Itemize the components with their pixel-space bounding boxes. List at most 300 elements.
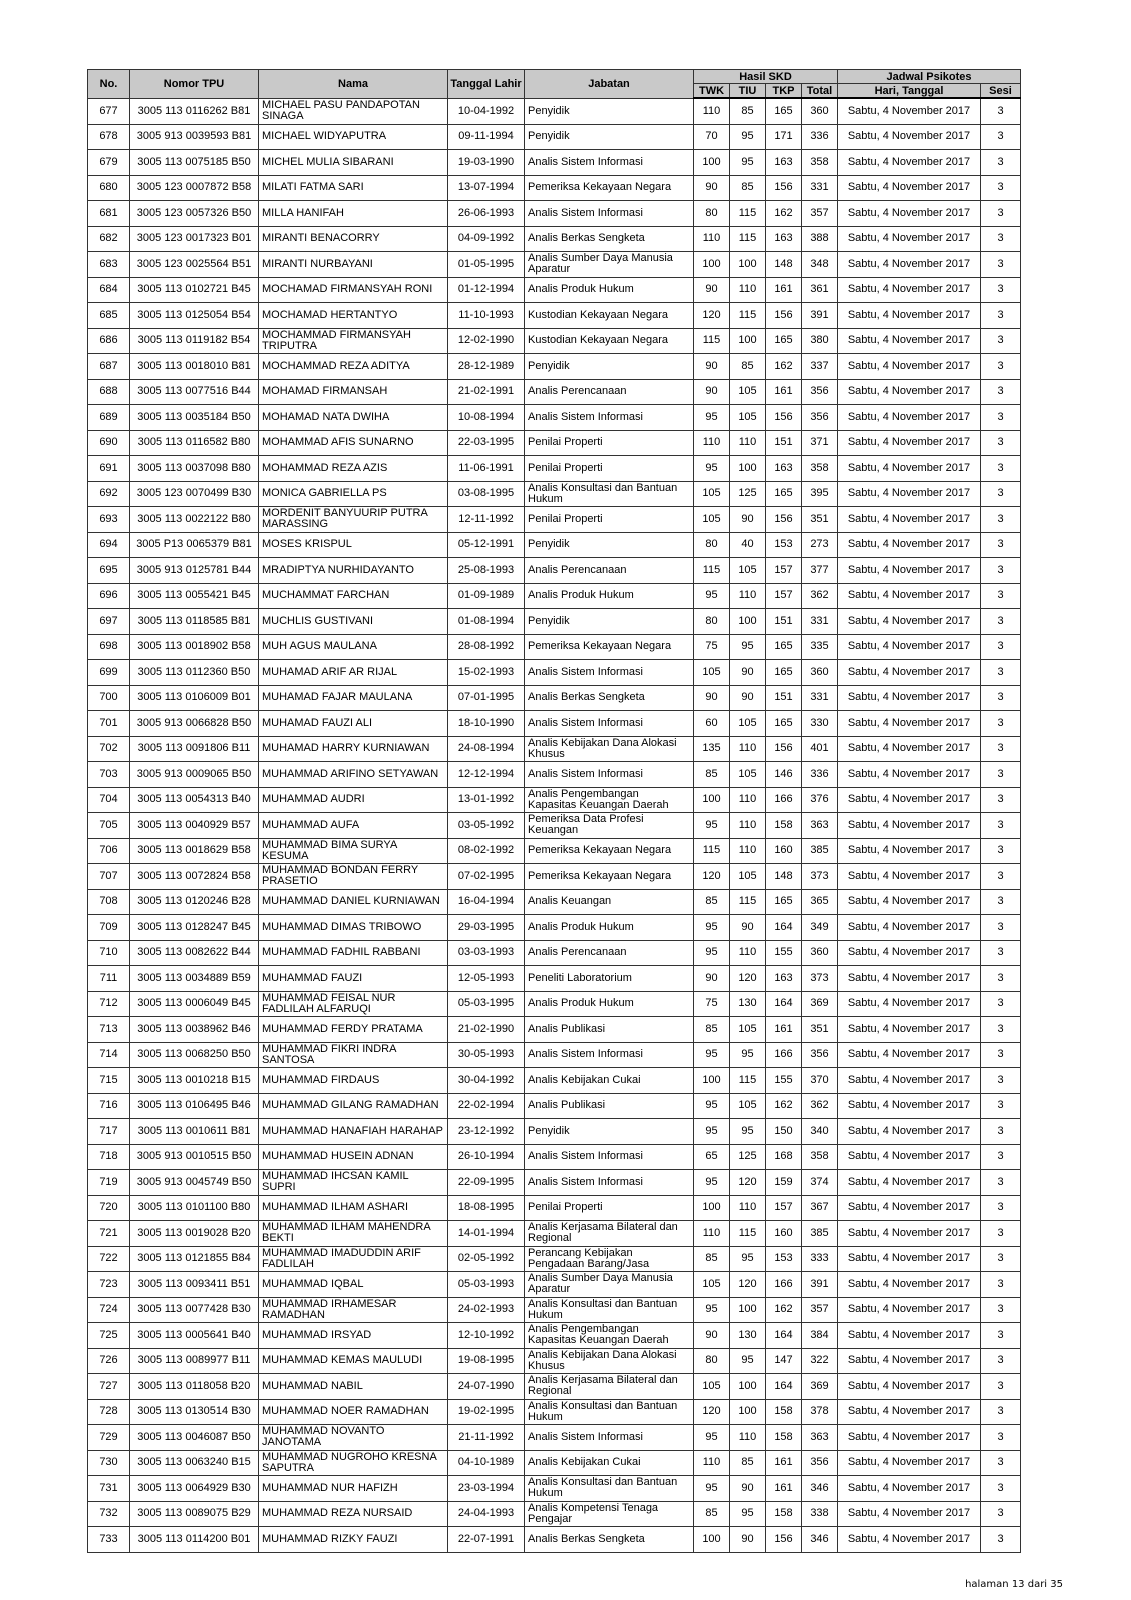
cell-jabatan: Penilai Properti: [525, 1195, 694, 1221]
cell-tiu: 95: [730, 150, 766, 176]
cell-nama: MICHAEL WIDYAPUTRA: [259, 124, 448, 150]
cell-nama: MUHAMMAD NOER RAMADHAN: [259, 1399, 448, 1425]
cell-twk: 85: [694, 1017, 730, 1043]
cell-tanggal-lahir: 22-09-1995: [448, 1170, 525, 1196]
cell-hari-tanggal: Sabtu, 4 November 2017: [838, 838, 981, 864]
cell-nomor-tpu: 3005 113 0125054 B54: [130, 303, 259, 329]
cell-tiu: 125: [730, 481, 766, 507]
table-row: [88, 252, 1021, 278]
cell-no: 731: [88, 1476, 130, 1502]
cell-tanggal-lahir: 24-08-1994: [448, 736, 525, 762]
cell-tkp: 161: [766, 1476, 802, 1502]
cell-nama: MUHAMMAD FADHIL RABBANI: [259, 940, 448, 966]
cell-twk: 95: [694, 915, 730, 941]
cell-tanggal-lahir: 12-11-1992: [448, 507, 525, 533]
cell-sesi: 3: [981, 609, 1021, 635]
cell-sesi: 3: [981, 532, 1021, 558]
cell-jabatan: Analis Sistem Informasi: [525, 201, 694, 227]
col-twk: TWK: [694, 84, 730, 99]
cell-total: 351: [802, 1017, 838, 1043]
cell-hari-tanggal: Sabtu, 4 November 2017: [838, 991, 981, 1017]
table-row: [88, 175, 1021, 201]
cell-twk: 70: [694, 124, 730, 150]
cell-tanggal-lahir: 07-01-1995: [448, 685, 525, 711]
cell-twk: 120: [694, 303, 730, 329]
cell-sesi: 3: [981, 1093, 1021, 1119]
cell-tkp: 171: [766, 124, 802, 150]
cell-tkp: 161: [766, 379, 802, 405]
table-row: [88, 481, 1021, 507]
cell-tiu: 110: [730, 838, 766, 864]
cell-sesi: 3: [981, 915, 1021, 941]
cell-nomor-tpu: 3005 113 0093411 B51: [130, 1272, 259, 1298]
cell-tiu: 110: [730, 940, 766, 966]
cell-sesi: 3: [981, 150, 1021, 176]
cell-sesi: 3: [981, 1144, 1021, 1170]
cell-nama: MUHAMMAD DIMAS TRIBOWO: [259, 915, 448, 941]
cell-tkp: 148: [766, 252, 802, 278]
cell-twk: 110: [694, 1450, 730, 1476]
cell-jabatan: Penyidik: [525, 609, 694, 635]
cell-twk: 80: [694, 1348, 730, 1374]
cell-tkp: 162: [766, 354, 802, 380]
cell-tiu: 85: [730, 175, 766, 201]
cell-nama: MUHAMMAD BONDAN FERRY PRASETIO: [259, 864, 448, 890]
cell-nama: MUHAMMAD IRSYAD: [259, 1323, 448, 1349]
col-nama: Nama: [259, 70, 448, 99]
cell-sesi: 3: [981, 1476, 1021, 1502]
cell-tanggal-lahir: 05-03-1993: [448, 1272, 525, 1298]
cell-nama: MOCHAMMAD FIRMANSYAH TRIPUTRA: [259, 328, 448, 354]
cell-total: 331: [802, 609, 838, 635]
cell-tiu: 120: [730, 966, 766, 992]
cell-tkp: 156: [766, 1527, 802, 1553]
cell-hari-tanggal: Sabtu, 4 November 2017: [838, 1119, 981, 1145]
cell-nama: MUHAMMAD AUFA: [259, 813, 448, 839]
cell-nama: MOHAMAD NATA DWIHA: [259, 405, 448, 431]
col-sesi: Sesi: [981, 84, 1021, 99]
cell-hari-tanggal: Sabtu, 4 November 2017: [838, 1425, 981, 1451]
cell-sesi: 3: [981, 1246, 1021, 1272]
cell-twk: 100: [694, 252, 730, 278]
cell-tkp: 156: [766, 175, 802, 201]
cell-tiu: 95: [730, 1042, 766, 1068]
cell-jabatan: Analis Konsultasi dan Bantuan Hukum: [525, 481, 694, 507]
cell-tanggal-lahir: 21-02-1991: [448, 379, 525, 405]
cell-twk: 85: [694, 762, 730, 788]
cell-total: 363: [802, 1425, 838, 1451]
cell-no: 716: [88, 1093, 130, 1119]
cell-tkp: 160: [766, 838, 802, 864]
cell-twk: 85: [694, 1501, 730, 1527]
cell-no: 703: [88, 762, 130, 788]
cell-jabatan: Analis Berkas Sengketa: [525, 685, 694, 711]
cell-total: 336: [802, 762, 838, 788]
cell-hari-tanggal: Sabtu, 4 November 2017: [838, 1323, 981, 1349]
cell-tiu: 100: [730, 328, 766, 354]
cell-no: 719: [88, 1170, 130, 1196]
cell-sesi: 3: [981, 277, 1021, 303]
cell-tanggal-lahir: 30-05-1993: [448, 1042, 525, 1068]
cell-twk: 95: [694, 583, 730, 609]
cell-total: 385: [802, 1221, 838, 1247]
cell-sesi: 3: [981, 1399, 1021, 1425]
cell-tkp: 164: [766, 1374, 802, 1400]
cell-twk: 90: [694, 379, 730, 405]
cell-twk: 80: [694, 201, 730, 227]
cell-tiu: 105: [730, 558, 766, 584]
cell-hari-tanggal: Sabtu, 4 November 2017: [838, 685, 981, 711]
cell-tanggal-lahir: 16-04-1994: [448, 889, 525, 915]
cell-tkp: 160: [766, 1221, 802, 1247]
cell-sesi: 3: [981, 1195, 1021, 1221]
cell-tiu: 40: [730, 532, 766, 558]
table-row: [88, 762, 1021, 788]
cell-jabatan: Analis Keuangan: [525, 889, 694, 915]
cell-twk: 105: [694, 1374, 730, 1400]
table-row: [88, 711, 1021, 737]
cell-tiu: 115: [730, 1068, 766, 1094]
cell-tanggal-lahir: 19-08-1995: [448, 1348, 525, 1374]
cell-nomor-tpu: 3005 113 0037098 B80: [130, 456, 259, 482]
cell-hari-tanggal: Sabtu, 4 November 2017: [838, 1017, 981, 1043]
cell-twk: 60: [694, 711, 730, 737]
cell-hari-tanggal: Sabtu, 4 November 2017: [838, 1450, 981, 1476]
cell-tkp: 161: [766, 277, 802, 303]
cell-no: 680: [88, 175, 130, 201]
cell-nomor-tpu: 3005 913 0039593 B81: [130, 124, 259, 150]
cell-total: 356: [802, 405, 838, 431]
cell-hari-tanggal: Sabtu, 4 November 2017: [838, 1246, 981, 1272]
cell-tkp: 153: [766, 1246, 802, 1272]
table-row: [88, 991, 1021, 1017]
cell-hari-tanggal: Sabtu, 4 November 2017: [838, 915, 981, 941]
cell-sesi: 3: [981, 583, 1021, 609]
cell-nomor-tpu: 3005 113 0118058 B20: [130, 1374, 259, 1400]
cell-nomor-tpu: 3005 113 0077516 B44: [130, 379, 259, 405]
cell-jabatan: Kustodian Kekayaan Negara: [525, 328, 694, 354]
cell-no: 733: [88, 1527, 130, 1553]
cell-tkp: 165: [766, 889, 802, 915]
cell-jabatan: Penilai Properti: [525, 507, 694, 533]
cell-tiu: 85: [730, 1450, 766, 1476]
cell-total: 333: [802, 1246, 838, 1272]
cell-nama: MUHAMMAD FAUZI: [259, 966, 448, 992]
cell-tanggal-lahir: 07-02-1995: [448, 864, 525, 890]
col-total: Total: [802, 84, 838, 99]
cell-twk: 120: [694, 864, 730, 890]
cell-total: 273: [802, 532, 838, 558]
cell-tiu: 95: [730, 1246, 766, 1272]
table-row: [88, 1374, 1021, 1400]
table-row: [88, 1501, 1021, 1527]
cell-nomor-tpu: 3005 113 0119182 B54: [130, 328, 259, 354]
cell-total: 360: [802, 98, 838, 124]
cell-sesi: 3: [981, 1119, 1021, 1145]
cell-twk: 105: [694, 1272, 730, 1298]
cell-tanggal-lahir: 10-04-1992: [448, 98, 525, 124]
cell-nomor-tpu: 3005 113 0077428 B30: [130, 1297, 259, 1323]
cell-no: 683: [88, 252, 130, 278]
cell-sesi: 3: [981, 1323, 1021, 1349]
table-row: [88, 1323, 1021, 1349]
cell-nomor-tpu: 3005 113 0130514 B30: [130, 1399, 259, 1425]
cell-nama: MUHAMMAD IHCSAN KAMIL SUPRI: [259, 1170, 448, 1196]
cell-no: 707: [88, 864, 130, 890]
cell-tiu: 110: [730, 787, 766, 813]
cell-no: 722: [88, 1246, 130, 1272]
cell-tkp: 158: [766, 1399, 802, 1425]
table-row: [88, 583, 1021, 609]
cell-no: 691: [88, 456, 130, 482]
cell-tiu: 110: [730, 813, 766, 839]
cell-nomor-tpu: 3005 113 0121855 B84: [130, 1246, 259, 1272]
cell-jabatan: Analis Produk Hukum: [525, 991, 694, 1017]
cell-total: 395: [802, 481, 838, 507]
cell-nama: MUHAMMAD KEMAS MAULUDI: [259, 1348, 448, 1374]
cell-nama: MUHAMMAD IRHAMESAR RAMADHAN: [259, 1297, 448, 1323]
cell-tanggal-lahir: 03-03-1993: [448, 940, 525, 966]
cell-tanggal-lahir: 15-02-1993: [448, 660, 525, 686]
cell-tanggal-lahir: 26-10-1994: [448, 1144, 525, 1170]
table-row: [88, 532, 1021, 558]
cell-sesi: 3: [981, 762, 1021, 788]
cell-hari-tanggal: Sabtu, 4 November 2017: [838, 405, 981, 431]
table-row: [88, 1527, 1021, 1553]
cell-jabatan: Analis Konsultasi dan Bantuan Hukum: [525, 1399, 694, 1425]
cell-sesi: 3: [981, 1374, 1021, 1400]
cell-tanggal-lahir: 12-02-1990: [448, 328, 525, 354]
col-tkp: TKP: [766, 84, 802, 99]
cell-twk: 90: [694, 1323, 730, 1349]
cell-sesi: 3: [981, 1042, 1021, 1068]
table-row: [88, 1425, 1021, 1451]
cell-no: 704: [88, 787, 130, 813]
cell-nama: MOCHAMAD FIRMANSYAH RONI: [259, 277, 448, 303]
cell-sesi: 3: [981, 1450, 1021, 1476]
cell-jabatan: Analis Perencanaan: [525, 379, 694, 405]
cell-tiu: 115: [730, 889, 766, 915]
cell-nama: MUHAMMAD FERDY PRATAMA: [259, 1017, 448, 1043]
cell-tanggal-lahir: 12-10-1992: [448, 1323, 525, 1349]
cell-hari-tanggal: Sabtu, 4 November 2017: [838, 532, 981, 558]
cell-tanggal-lahir: 13-01-1992: [448, 787, 525, 813]
table-row: [88, 966, 1021, 992]
cell-no: 700: [88, 685, 130, 711]
cell-hari-tanggal: Sabtu, 4 November 2017: [838, 150, 981, 176]
cell-twk: 110: [694, 430, 730, 456]
psikotes-schedule-table: [87, 69, 1021, 1553]
cell-sesi: 3: [981, 303, 1021, 329]
cell-sesi: 3: [981, 1170, 1021, 1196]
cell-nomor-tpu: 3005 113 0120246 B28: [130, 889, 259, 915]
table-row: [88, 685, 1021, 711]
cell-total: 331: [802, 685, 838, 711]
cell-no: 688: [88, 379, 130, 405]
cell-nomor-tpu: 3005 913 0010515 B50: [130, 1144, 259, 1170]
cell-total: 388: [802, 226, 838, 252]
cell-twk: 95: [694, 1425, 730, 1451]
cell-twk: 90: [694, 685, 730, 711]
cell-tkp: 162: [766, 1093, 802, 1119]
cell-total: 358: [802, 150, 838, 176]
cell-jabatan: Analis Publikasi: [525, 1093, 694, 1119]
cell-tkp: 148: [766, 864, 802, 890]
cell-no: 710: [88, 940, 130, 966]
table-row: [88, 1450, 1021, 1476]
cell-total: 331: [802, 175, 838, 201]
cell-hari-tanggal: Sabtu, 4 November 2017: [838, 124, 981, 150]
cell-jabatan: Analis Sistem Informasi: [525, 660, 694, 686]
cell-nama: MUHAMMAD ILHAM ASHARI: [259, 1195, 448, 1221]
table-row: [88, 940, 1021, 966]
cell-total: 377: [802, 558, 838, 584]
cell-nomor-tpu: 3005 113 0018902 B58: [130, 634, 259, 660]
cell-tanggal-lahir: 05-12-1991: [448, 532, 525, 558]
cell-total: 369: [802, 991, 838, 1017]
cell-tkp: 166: [766, 787, 802, 813]
cell-nama: MUHAMMAD FIKRI INDRA SANTOSA: [259, 1042, 448, 1068]
col-jabatan: Jabatan: [525, 70, 694, 99]
cell-tiu: 110: [730, 583, 766, 609]
cell-nama: MIRANTI BENACORRY: [259, 226, 448, 252]
cell-nomor-tpu: 3005 113 0106495 B46: [130, 1093, 259, 1119]
cell-jabatan: Analis Sistem Informasi: [525, 711, 694, 737]
cell-nama: MUHAMMAD AUDRI: [259, 787, 448, 813]
cell-jabatan: Analis Sistem Informasi: [525, 1425, 694, 1451]
cell-sesi: 3: [981, 813, 1021, 839]
cell-sesi: 3: [981, 1425, 1021, 1451]
cell-hari-tanggal: Sabtu, 4 November 2017: [838, 1144, 981, 1170]
cell-nama: MUHAMAD FAJAR MAULANA: [259, 685, 448, 711]
cell-nomor-tpu: 3005 113 0089977 B11: [130, 1348, 259, 1374]
cell-twk: 95: [694, 813, 730, 839]
cell-nama: MILATI FATMA SARI: [259, 175, 448, 201]
cell-total: 336: [802, 124, 838, 150]
cell-tanggal-lahir: 22-02-1994: [448, 1093, 525, 1119]
cell-tanggal-lahir: 01-09-1989: [448, 583, 525, 609]
cell-nama: MUHAMAD FAUZI ALI: [259, 711, 448, 737]
cell-nomor-tpu: 3005 113 0106009 B01: [130, 685, 259, 711]
col-hari-tanggal: Hari, Tanggal: [838, 84, 981, 99]
table-row: [88, 456, 1021, 482]
table-row: [88, 379, 1021, 405]
cell-total: 346: [802, 1476, 838, 1502]
cell-hari-tanggal: Sabtu, 4 November 2017: [838, 277, 981, 303]
cell-total: 361: [802, 277, 838, 303]
cell-twk: 95: [694, 405, 730, 431]
cell-jabatan: Analis Publikasi: [525, 1017, 694, 1043]
cell-tkp: 158: [766, 813, 802, 839]
cell-sesi: 3: [981, 685, 1021, 711]
cell-sesi: 3: [981, 1017, 1021, 1043]
cell-nomor-tpu: 3005 113 0010218 B15: [130, 1068, 259, 1094]
cell-jabatan: Pemeriksa Kekayaan Negara: [525, 838, 694, 864]
cell-tanggal-lahir: 26-06-1993: [448, 201, 525, 227]
cell-sesi: 3: [981, 328, 1021, 354]
table-row: [88, 1221, 1021, 1247]
cell-jabatan: Analis Berkas Sengketa: [525, 1527, 694, 1553]
table-row: [88, 405, 1021, 431]
cell-total: 330: [802, 711, 838, 737]
cell-sesi: 3: [981, 940, 1021, 966]
cell-tiu: 100: [730, 609, 766, 635]
cell-total: 357: [802, 1297, 838, 1323]
table-row: [88, 660, 1021, 686]
cell-hari-tanggal: Sabtu, 4 November 2017: [838, 1272, 981, 1298]
cell-jabatan: Analis Konsultasi dan Bantuan Hukum: [525, 1476, 694, 1502]
table-row: [88, 736, 1021, 762]
cell-total: 376: [802, 787, 838, 813]
cell-jabatan: Analis Kebijakan Cukai: [525, 1068, 694, 1094]
cell-tanggal-lahir: 24-07-1990: [448, 1374, 525, 1400]
cell-tiu: 95: [730, 1119, 766, 1145]
cell-tiu: 90: [730, 915, 766, 941]
cell-hari-tanggal: Sabtu, 4 November 2017: [838, 1042, 981, 1068]
cell-hari-tanggal: Sabtu, 4 November 2017: [838, 1476, 981, 1502]
cell-sesi: 3: [981, 1272, 1021, 1298]
cell-tiu: 130: [730, 991, 766, 1017]
cell-nama: MIRANTI NURBAYANI: [259, 252, 448, 278]
cell-nomor-tpu: 3005 123 0057326 B50: [130, 201, 259, 227]
cell-tkp: 153: [766, 532, 802, 558]
cell-tkp: 168: [766, 1144, 802, 1170]
cell-sesi: 3: [981, 558, 1021, 584]
table-row: [88, 634, 1021, 660]
cell-tanggal-lahir: 01-08-1994: [448, 609, 525, 635]
cell-no: 717: [88, 1119, 130, 1145]
cell-jabatan: Analis Kerjasama Bilateral dan Regional: [525, 1374, 694, 1400]
cell-tiu: 115: [730, 303, 766, 329]
cell-hari-tanggal: Sabtu, 4 November 2017: [838, 583, 981, 609]
cell-hari-tanggal: Sabtu, 4 November 2017: [838, 1374, 981, 1400]
cell-tanggal-lahir: 12-12-1994: [448, 762, 525, 788]
cell-tiu: 105: [730, 379, 766, 405]
table-row: [88, 1170, 1021, 1196]
cell-twk: 100: [694, 150, 730, 176]
cell-total: 358: [802, 456, 838, 482]
cell-tanggal-lahir: 01-05-1995: [448, 252, 525, 278]
table-row: [88, 1093, 1021, 1119]
cell-tanggal-lahir: 10-08-1994: [448, 405, 525, 431]
cell-nama: MUHAMMAD BIMA SURYA KESUMA: [259, 838, 448, 864]
cell-twk: 85: [694, 889, 730, 915]
cell-tanggal-lahir: 04-10-1989: [448, 1450, 525, 1476]
cell-total: 362: [802, 583, 838, 609]
cell-hari-tanggal: Sabtu, 4 November 2017: [838, 328, 981, 354]
cell-nomor-tpu: 3005 913 0125781 B44: [130, 558, 259, 584]
cell-jabatan: Analis Kebijakan Cukai: [525, 1450, 694, 1476]
cell-tkp: 164: [766, 991, 802, 1017]
cell-nomor-tpu: 3005 113 0064929 B30: [130, 1476, 259, 1502]
cell-hari-tanggal: Sabtu, 4 November 2017: [838, 1093, 981, 1119]
cell-hari-tanggal: Sabtu, 4 November 2017: [838, 940, 981, 966]
cell-sesi: 3: [981, 98, 1021, 124]
cell-hari-tanggal: Sabtu, 4 November 2017: [838, 609, 981, 635]
cell-total: 373: [802, 966, 838, 992]
cell-no: 701: [88, 711, 130, 737]
cell-jabatan: Analis Sumber Daya Manusia Aparatur: [525, 252, 694, 278]
table-row: [88, 507, 1021, 533]
cell-sesi: 3: [981, 838, 1021, 864]
col-tiu: TIU: [730, 84, 766, 99]
cell-no: 681: [88, 201, 130, 227]
table-row: [88, 201, 1021, 227]
table-row: [88, 558, 1021, 584]
cell-no: 732: [88, 1501, 130, 1527]
cell-nama: MUHAMAD ARIF AR RIJAL: [259, 660, 448, 686]
col-group-hasil-skd: Hasil SKD: [694, 70, 838, 84]
